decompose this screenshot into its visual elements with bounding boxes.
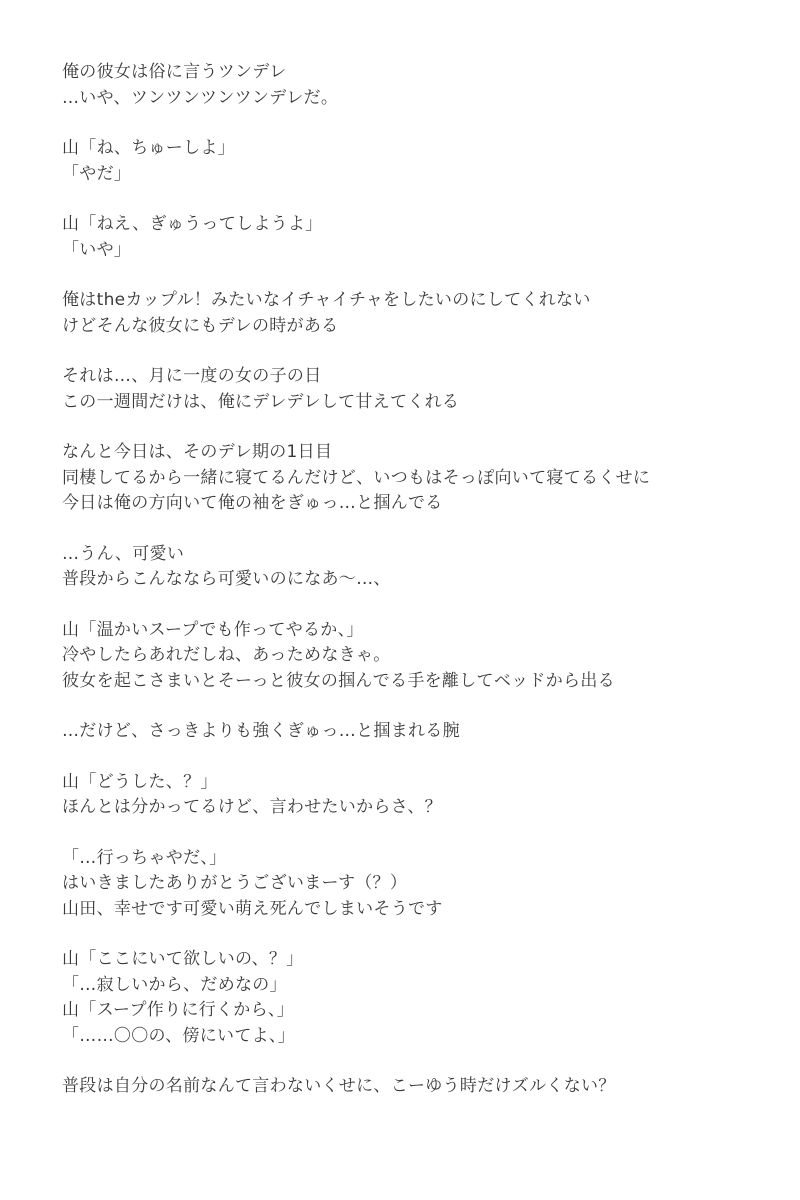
text-line: 山「ねえ、ぎゅうってしようよ」: [62, 214, 323, 234]
paragraph: [62, 770, 762, 821]
text-line: 同棲してるから一緒に寝てるんだけど、いつもはそっぽ向いて寝てるくせに: [62, 467, 651, 488]
text-line: 「やだ」: [62, 163, 132, 184]
text-line: 今日は俺の方向いて俺の袖をぎゅっ…と掴んでる: [62, 493, 443, 513]
paragraph: [62, 212, 762, 263]
text-line: 「…行っちゃやだ、」: [62, 847, 227, 868]
text-line: けどそんな彼女にもデレの時がある: [62, 315, 339, 336]
text-line: なんと今日は、そのデレ期の1日目: [62, 442, 333, 462]
text-line: 山「ね、ちゅーしよ」: [62, 138, 235, 158]
text-line: 普段は自分の名前なんて言わないくせに、こーゆう時だけズルくない？: [62, 1076, 616, 1096]
text-line: それは…、月に一度の女の子の日: [62, 366, 322, 386]
paragraph: [62, 846, 762, 923]
paragraph: [62, 947, 762, 1049]
paragraph: [62, 136, 762, 187]
text-line: 山「スープ作りに行くから、」: [62, 1000, 294, 1020]
text-line: この一週間だけは、俺にデレデレして甘えてくれる: [62, 391, 460, 412]
paragraph: [62, 364, 762, 415]
text-line: 「…寂しいから、だめなの」: [62, 974, 287, 995]
paragraph: [62, 60, 762, 111]
text-line: 山「ここにいて欲しいの、？」: [62, 949, 304, 969]
text-line: 俺はtheカップル！みたいなイチャイチャをしたいのにしてくれない: [62, 290, 591, 310]
text-line: 山「どうした、？」: [62, 771, 218, 792]
text-line: 「いや」: [62, 239, 132, 260]
text-line: ほんとは分かってるけど、言わせたいからさ、？: [62, 797, 442, 817]
text-line: …だけど、さっきよりも強くぎゅっ…と掴まれる腕: [62, 721, 460, 741]
paragraph: [62, 288, 762, 339]
text-line: 俺の彼女は俗に言うツンデレ: [62, 62, 287, 82]
text-line: 冷やしたらあれだしね、あっためなきゃ。: [62, 645, 391, 665]
paragraph: [62, 618, 762, 695]
paragraph: [62, 440, 762, 517]
text-line: はいきましたありがとうございまーす（？）: [62, 873, 408, 893]
text-line: 山田、幸せです可愛い萌え死んでしまいそうです: [62, 898, 443, 919]
text-line: …いや、ツンツンツンツンデレだ。: [62, 87, 339, 108]
text-line: 「……〇〇の、傍にいてよ、」: [62, 1025, 296, 1046]
paragraph: [62, 719, 762, 745]
document-body: [62, 60, 762, 1125]
text-line: 普段からこんななら可愛いのになあ〜…、: [62, 569, 391, 589]
paragraph: [62, 1074, 762, 1100]
text-line: …うん、可愛い: [62, 543, 185, 564]
text-line: 山「温かいスープでも作ってやるか、」: [62, 619, 364, 640]
paragraph: [62, 542, 762, 593]
text-line: 彼女を起こさまいとそーっと彼女の掴んでる手を離してベッドから出る: [62, 670, 615, 691]
